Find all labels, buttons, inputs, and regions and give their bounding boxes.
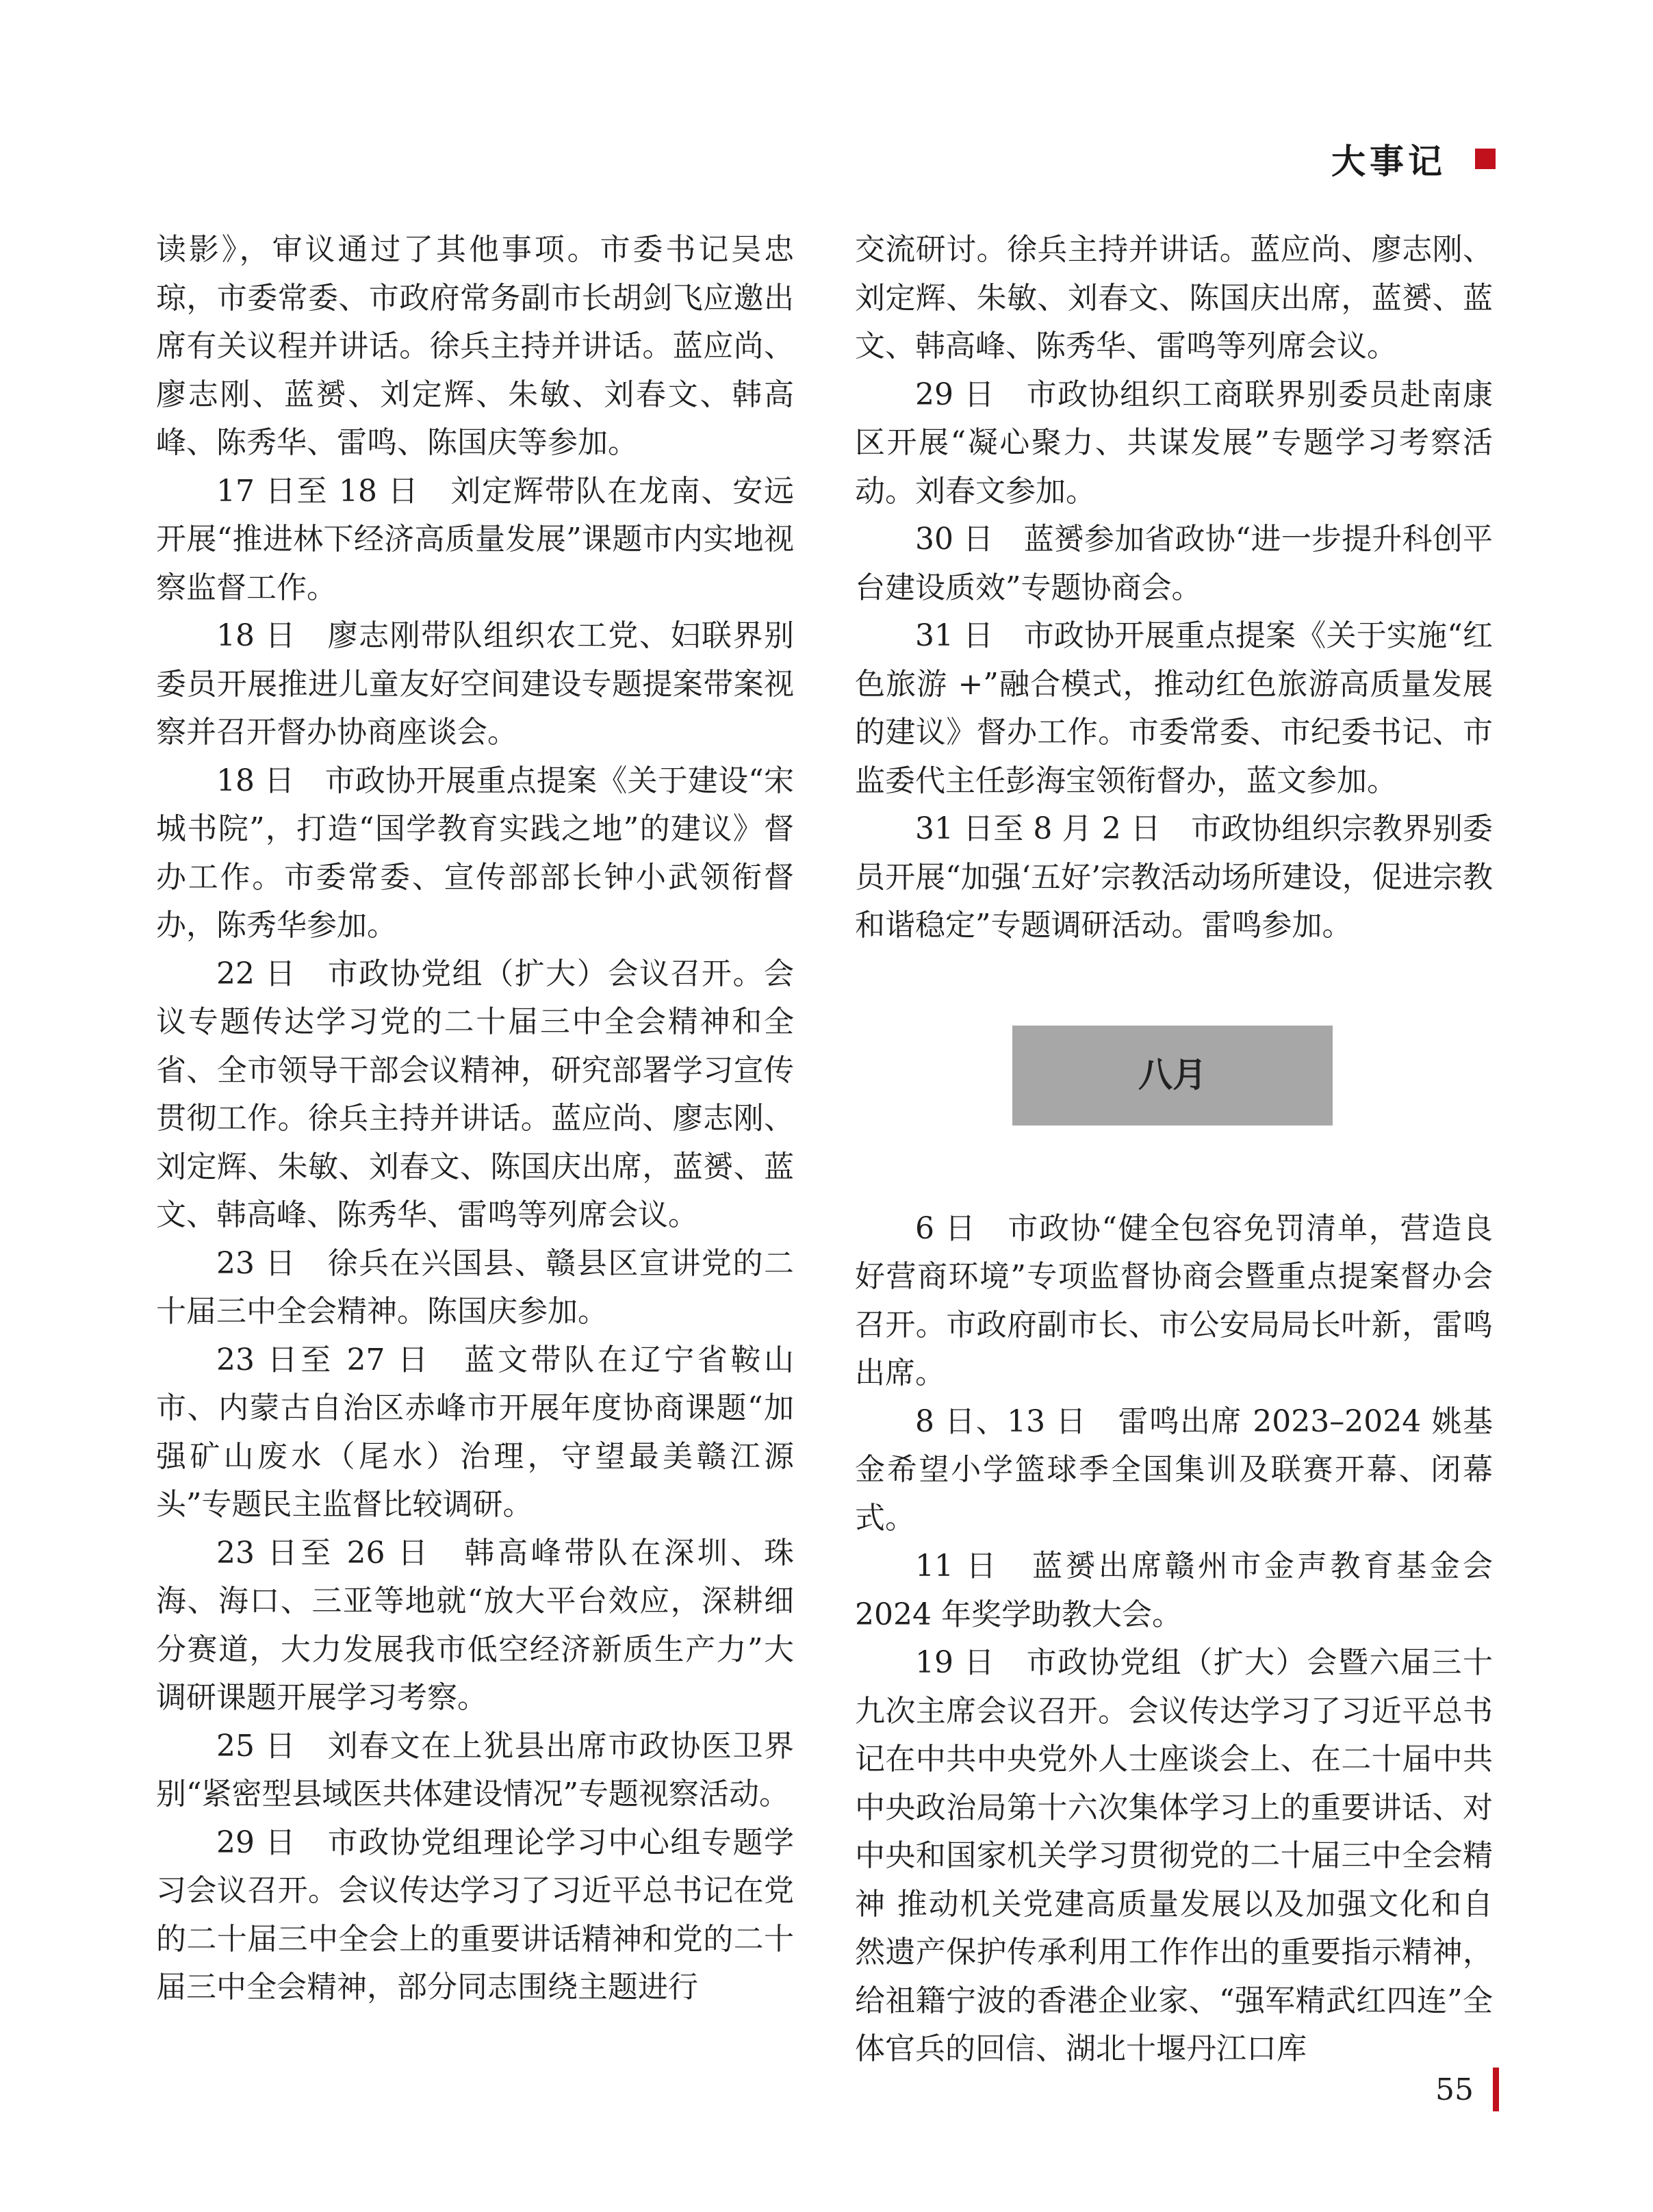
chronicle-entry: 29 日 市政协党组理论学习中心组专题学习会议召开。会议传达学习了习近平总书记在党的二十届三中全会上的重要讲话精神和党的二十届三中全会精神，部分同志围绕主题进行 bbox=[156, 1825, 794, 2005]
chronicle-entry: 23 日 徐兵在兴国县、赣县区宣讲党的二十届三中全会精神。陈国庆参加。 bbox=[156, 1245, 794, 1329]
chronicle-entry: 31 日 市政协开展重点提案《关于实施“红色旅游 +”融合模式，推动红色旅游高质量发展的建议》督办工作。市委常委、市纪委书记、市监委代主任彭海宝领衔督办，蓝文参加。 bbox=[855, 618, 1493, 798]
red-bar-marker bbox=[1493, 2068, 1499, 2111]
page-number: 55 bbox=[1435, 2072, 1474, 2107]
section-title: 大事记 bbox=[1331, 142, 1446, 181]
chronicle-entry: 8 日、13 日 雷鸣出席 2023–2024 姚基金希望小学篮球季全国集训及联赛开幕、闭幕式。 bbox=[855, 1403, 1493, 1536]
right-column-august-entries bbox=[855, 1205, 1493, 2074]
chronicle-entry: 23 日至 26 日 韩高峰带队在深圳、珠海、海口、三亚等地就“放大平台效应，深耕细分赛道，大力发展我市低空经济新质生产力”大调研课题开展学习考察。 bbox=[156, 1535, 794, 1715]
right-column-july-entries bbox=[855, 226, 1493, 950]
month-heading: 八月 bbox=[1138, 1055, 1207, 1095]
chronicle-entry: 读影》，审议通过了其他事项。市委书记吴忠琼，市委常委、市政府常务副市长胡剑飞应邀出席有关议程并讲话。徐兵主持并讲话。蓝应尚、廖志刚、蓝赟、刘定辉、朱敏、刘春文、韩高峰、陈秀华、雷鸣、陈国庆等参加。 bbox=[156, 232, 794, 460]
chronicle-entry: 18 日 市政协开展重点提案《关于建设“宋城书院”，打造“国学教育实践之地”的建议》督办工作。市委常委、宣传部部长钟小武领衔督办，陈秀华参加。 bbox=[156, 763, 794, 943]
chronicle-entry: 31 日至 8 月 2 日 市政协组织宗教界别委员开展“加强‘五好’宗教活动场所建设，促进宗教和谐稳定”专题调研活动。雷鸣参加。 bbox=[855, 811, 1493, 943]
chronicle-entry: 23 日至 27 日 蓝文带队在辽宁省鞍山市、内蒙古自治区赤峰市开展年度协商课题“加强矿山废水（尾水）治理，守望最美赣江源头”专题民主监督比较调研。 bbox=[156, 1342, 794, 1522]
page-footer bbox=[1435, 2068, 1499, 2111]
chronicle-entry: 19 日 市政协党组（扩大）会暨六届三十九次主席会议召开。会议传达学习了习近平总书记在中共中央党外人士座谈会上、在二十届中共中央政治局第十六次集体学习上的重要讲话、对中央和国家机关学习贯彻党的二十届三中全会精神 推动机关党建高质量发展以及加强文化和自然遗产保护传承利用工作作出的重要指示精神，给祖籍宁波的香港企业家、“强军精武红四连”全体官兵的回信、湖北十堰丹江口库 bbox=[855, 1645, 1493, 2066]
chronicle-entry: 6 日 市政协“健全包容免罚清单，营造良好营商环境”专项监督协商会暨重点提案督办会召开。市政府副市长、市公安局局长叶新，雷鸣出席。 bbox=[855, 1210, 1493, 1390]
chronicle-entry: 29 日 市政协组织工商联界别委员赴南康区开展“凝心聚力、共谋发展”专题学习考察活动。刘春文参加。 bbox=[855, 377, 1493, 509]
chronicle-entry: 22 日 市政协党组（扩大）会议召开。会议专题传达学习党的二十届三中全会精神和全省、全市领导干部会议精神，研究部署学习宣传贯彻工作。徐兵主持并讲话。蓝应尚、廖志刚、刘定辉、朱敏、刘春文、陈国庆出席，蓝赟、蓝文、韩高峰、陈秀华、雷鸣等列席会议。 bbox=[156, 956, 794, 1232]
chronicle-entry: 11 日 蓝赟出席赣州市金声教育基金会 2024 年奖学助教大会。 bbox=[855, 1549, 1493, 1632]
chronicle-entry: 18 日 廖志刚带队组织农工党、妇联界别委员开展推进儿童友好空间建设专题提案带案视察并召开督办协商座谈会。 bbox=[156, 618, 794, 750]
section-header bbox=[1331, 134, 1496, 183]
chronicle-entry: 17 日至 18 日 刘定辉带队在龙南、安远开展“推进林下经济高质量发展”课题市内实地视察监督工作。 bbox=[156, 473, 794, 605]
chronicle-entry: 交流研讨。徐兵主持并讲话。蓝应尚、廖志刚、刘定辉、朱敏、刘春文、陈国庆出席，蓝赟、蓝文、韩高峰、陈秀华、雷鸣等列席会议。 bbox=[855, 232, 1493, 364]
chronicle-entry: 30 日 蓝赟参加省政协“进一步提升科创平台建设质效”专题协商会。 bbox=[855, 522, 1493, 605]
chronicle-entry: 25 日 刘春文在上犹县出席市政协医卫界别“紧密型县域医共体建设情况”专题视察活动。 bbox=[156, 1728, 794, 1811]
right-column bbox=[855, 226, 1493, 2074]
month-heading-box bbox=[1012, 1026, 1333, 1126]
red-square-marker bbox=[1475, 149, 1496, 169]
left-column bbox=[156, 226, 794, 2012]
